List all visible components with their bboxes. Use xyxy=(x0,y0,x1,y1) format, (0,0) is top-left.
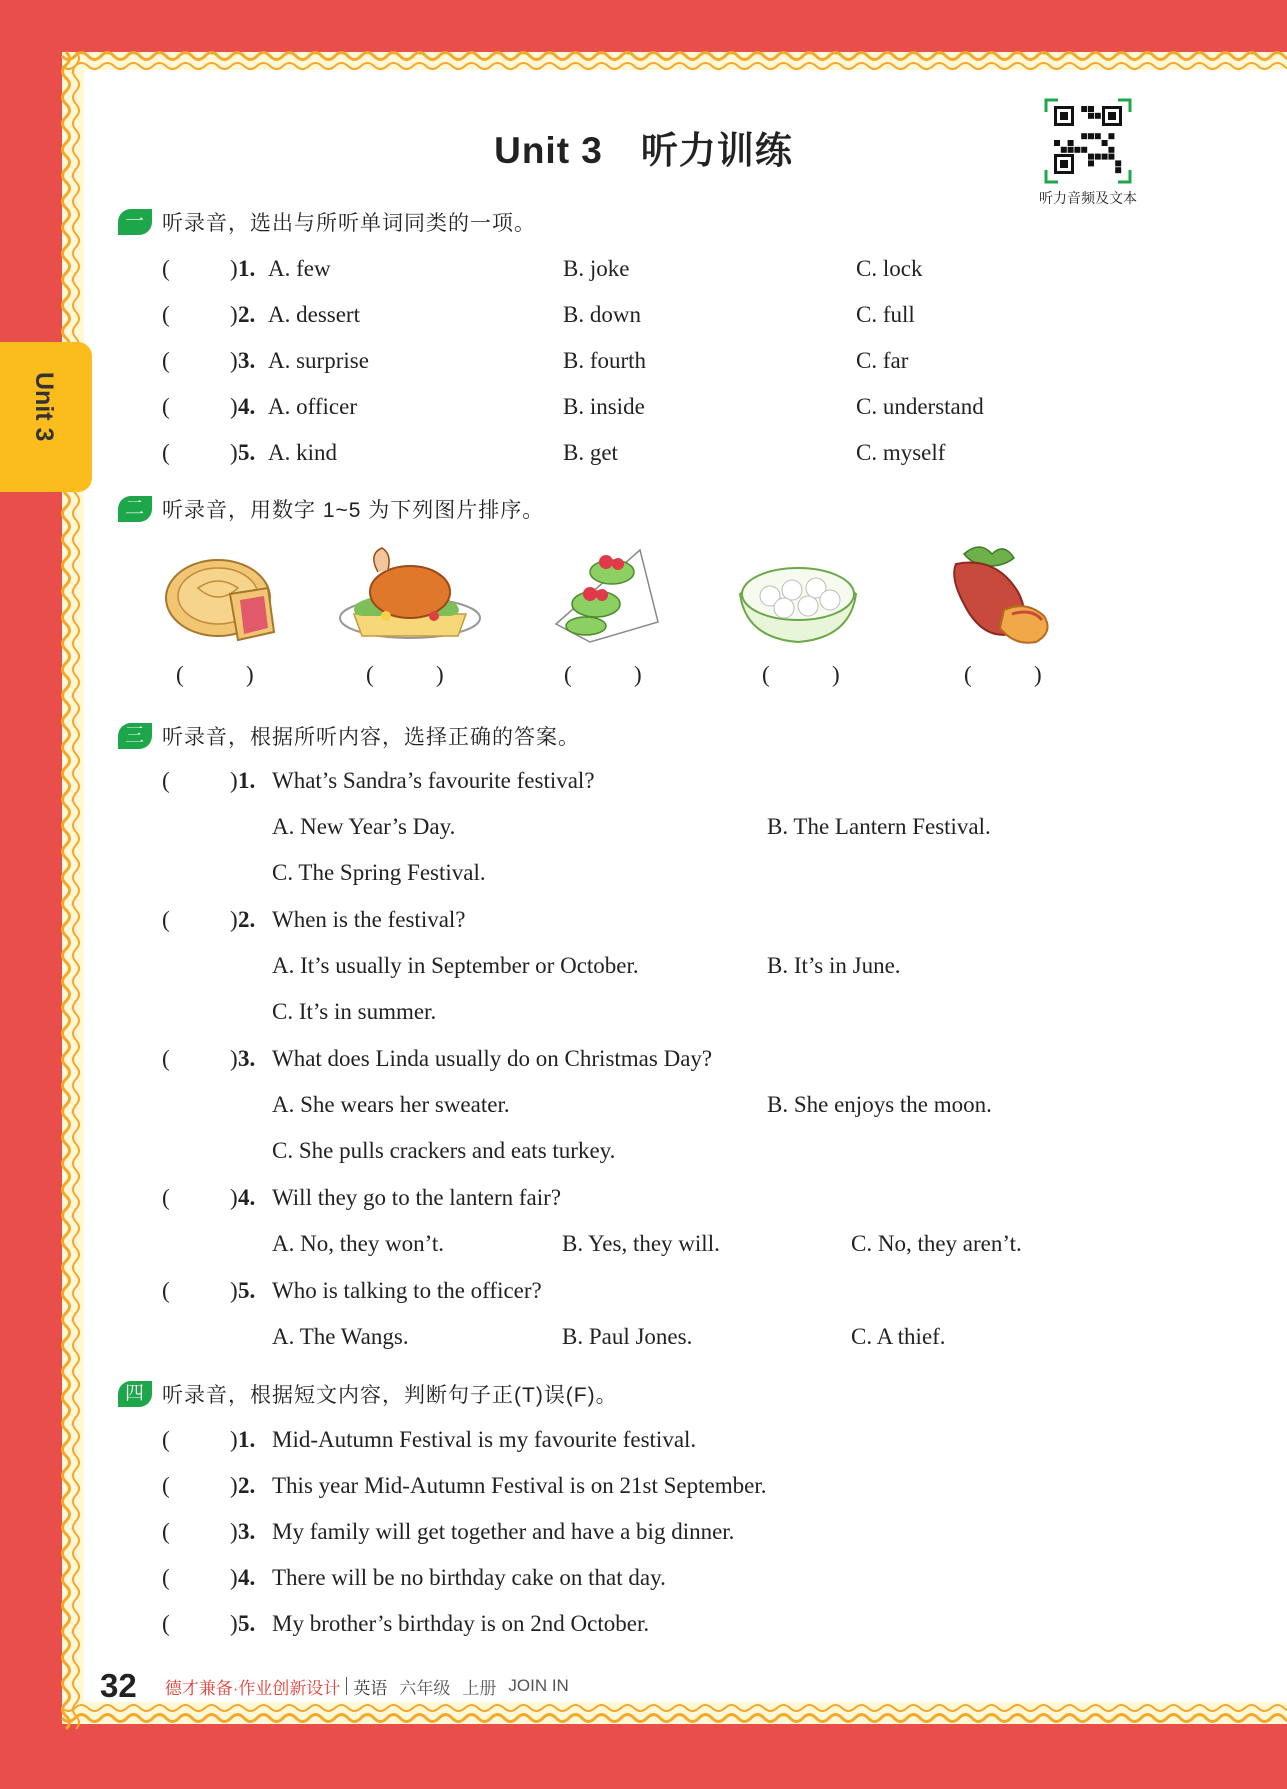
image-answer-blank-close[interactable]: ) xyxy=(1034,662,1042,687)
question-number: 3. xyxy=(238,1519,256,1544)
page-title: Unit 3 听力训练 xyxy=(494,130,793,171)
statement-text: There will be no birthday cake on that day. xyxy=(272,1565,666,1590)
option-c: C. The Spring Festival. xyxy=(272,860,486,885)
option-b: B. Yes, they will. xyxy=(562,1231,720,1256)
option-b: B. She enjoys the moon. xyxy=(767,1092,992,1117)
answer-blank-open[interactable]: ( xyxy=(162,1185,170,1210)
answer-blank-open[interactable]: ( xyxy=(162,768,170,793)
section-badge: 三 xyxy=(118,723,152,749)
image-answer-blank-open[interactable]: ( xyxy=(564,662,572,687)
option-a: A. dessert xyxy=(268,302,360,327)
statement-text: This year Mid-Autumn Festival is on 21st September. xyxy=(272,1473,767,1498)
option-c: C. understand xyxy=(856,394,984,419)
section-instruction: 听录音，根据所听内容，选择正确的答案。 xyxy=(162,726,580,749)
statement-text: Mid-Autumn Festival is my favourite festival. xyxy=(272,1427,697,1452)
section-badge: 二 xyxy=(118,496,152,522)
section-instruction: 听录音，根据短文内容，判断句子正(T)误(F)。 xyxy=(162,1384,618,1407)
section-instruction: 听录音，选出与所听单词同类的一项。 xyxy=(162,212,536,235)
question-number: 2. xyxy=(238,302,256,327)
unit-side-tab-label: Unit 3 xyxy=(30,372,58,442)
page-footer xyxy=(100,1668,569,1704)
option-c: C. myself xyxy=(856,440,946,465)
image-answer-blank-open[interactable]: ( xyxy=(176,662,184,687)
image-answer-blank-close[interactable]: ) xyxy=(634,662,642,687)
image-answer-blank-close[interactable]: ) xyxy=(246,662,254,687)
option-a: A. It’s usually in September or October. xyxy=(272,953,639,978)
answer-blank-close[interactable]: ) xyxy=(230,1611,238,1636)
option-c: C. full xyxy=(856,302,915,327)
option-c: C. She pulls crackers and eats turkey. xyxy=(272,1138,616,1163)
option-b: B. It’s in June. xyxy=(767,953,901,978)
qr-code[interactable] xyxy=(1044,98,1132,184)
answer-blank-close[interactable]: ) xyxy=(230,348,238,373)
answer-blank-close[interactable]: ) xyxy=(230,768,238,793)
question-number: 1. xyxy=(238,1427,256,1452)
answer-blank-close[interactable]: ) xyxy=(230,256,238,281)
option-a: A. The Wangs. xyxy=(272,1324,409,1349)
question-text: Will they go to the lantern fair? xyxy=(272,1185,562,1210)
qr-label: 听力音频及文本 xyxy=(1039,190,1137,206)
question-number: 4. xyxy=(238,394,256,419)
unit-side-tab xyxy=(0,342,92,492)
section-4-header xyxy=(118,1379,618,1409)
footer-grade: 六年级 xyxy=(399,1678,451,1698)
answer-blank-open[interactable]: ( xyxy=(162,1427,170,1452)
question-number: 5. xyxy=(238,440,256,465)
answer-blank-close[interactable]: ) xyxy=(230,1519,238,1544)
answer-blank-close[interactable]: ) xyxy=(230,1565,238,1590)
question-number: 4. xyxy=(238,1565,256,1590)
macaron-dessert-image xyxy=(550,542,662,646)
answer-blank-open[interactable]: ( xyxy=(162,440,170,465)
sweet-potato-image xyxy=(946,540,1058,648)
question-number: 3. xyxy=(238,1046,256,1071)
answer-blank-open[interactable]: ( xyxy=(162,1473,170,1498)
option-a: A. New Year’s Day. xyxy=(272,814,456,839)
answer-blank-open[interactable]: ( xyxy=(162,394,170,419)
footer-brand: 德才兼备·作业创新设计 xyxy=(164,1678,341,1698)
option-a: A. She wears her sweater. xyxy=(272,1092,510,1117)
image-answer-blank-open[interactable]: ( xyxy=(964,662,972,687)
answer-blank-close[interactable]: ) xyxy=(230,1278,238,1303)
answer-blank-close[interactable]: ) xyxy=(230,302,238,327)
statement-text: My family will get together and have a big dinner. xyxy=(272,1519,735,1544)
option-a: A. No, they won’t. xyxy=(272,1231,445,1256)
answer-blank-open[interactable]: ( xyxy=(162,1611,170,1636)
question-text: What’s Sandra’s favourite festival? xyxy=(272,768,595,793)
question-number: 2. xyxy=(238,1473,256,1498)
footer-divider xyxy=(346,1677,347,1695)
tangyuan-bowl-image xyxy=(736,550,860,646)
answer-blank-close[interactable]: ) xyxy=(230,1185,238,1210)
answer-blank-open[interactable]: ( xyxy=(162,907,170,932)
roast-turkey-image xyxy=(334,542,486,646)
answer-blank-open[interactable]: ( xyxy=(162,1046,170,1071)
question-number: 5. xyxy=(238,1278,256,1303)
mooncake-image xyxy=(158,548,284,648)
answer-blank-open[interactable]: ( xyxy=(162,256,170,281)
option-c: C. A thief. xyxy=(851,1324,946,1349)
question-number: 5. xyxy=(238,1611,256,1636)
answer-blank-close[interactable]: ) xyxy=(230,1473,238,1498)
footer-series: JOIN IN xyxy=(508,1676,569,1695)
section-badge: 一 xyxy=(118,209,152,235)
section-2-header xyxy=(118,494,544,524)
section-1-header xyxy=(118,207,536,237)
question-number: 4. xyxy=(238,1185,256,1210)
option-a: A. surprise xyxy=(268,348,369,373)
question-text: Who is talking to the officer? xyxy=(272,1278,542,1303)
option-c: C. No, they aren’t. xyxy=(851,1231,1022,1256)
option-a: A. kind xyxy=(268,440,337,465)
page-number: 32 xyxy=(100,1667,137,1704)
option-c: C. lock xyxy=(856,256,923,281)
option-b: B. down xyxy=(563,302,641,327)
answer-blank-close[interactable]: ) xyxy=(230,1427,238,1452)
option-c: C. It’s in summer. xyxy=(272,999,437,1024)
option-a: A. officer xyxy=(268,394,357,419)
image-answer-blank-open[interactable]: ( xyxy=(366,662,374,687)
worksheet-paper xyxy=(84,70,1287,1702)
option-c: C. far xyxy=(856,348,909,373)
footer-term: 上册 xyxy=(462,1678,497,1698)
question-text: What does Linda usually do on Christmas Day? xyxy=(272,1046,713,1071)
image-answer-blank-close[interactable]: ) xyxy=(832,662,840,687)
option-b: B. fourth xyxy=(563,348,647,373)
option-b: B. joke xyxy=(563,256,630,281)
section-3-header xyxy=(118,721,580,751)
section-instruction: 听录音，用数字 1~5 为下列图片排序。 xyxy=(162,499,545,522)
answer-blank-close[interactable]: ) xyxy=(230,907,238,932)
option-b: B. get xyxy=(563,440,618,465)
question-number: 2. xyxy=(238,907,256,932)
answer-blank-close[interactable]: ) xyxy=(230,440,238,465)
footer-subject: 英语 xyxy=(353,1678,388,1698)
question-number: 3. xyxy=(238,348,256,373)
section-badge: 四 xyxy=(118,1381,152,1407)
answer-blank-open[interactable]: ( xyxy=(162,1278,170,1303)
answer-blank-close[interactable]: ) xyxy=(230,394,238,419)
option-b: B. The Lantern Festival. xyxy=(767,814,991,839)
option-a: A. few xyxy=(268,256,331,281)
answer-blank-open[interactable]: ( xyxy=(162,1519,170,1544)
answer-blank-close[interactable]: ) xyxy=(230,1046,238,1071)
option-b: B. Paul Jones. xyxy=(562,1324,693,1349)
question-number: 1. xyxy=(238,768,256,793)
question-number: 1. xyxy=(238,256,256,281)
answer-blank-open[interactable]: ( xyxy=(162,348,170,373)
image-answer-blank-close[interactable]: ) xyxy=(436,662,444,687)
question-text: When is the festival? xyxy=(272,907,466,932)
option-b: B. inside xyxy=(563,394,645,419)
answer-blank-open[interactable]: ( xyxy=(162,302,170,327)
answer-blank-open[interactable]: ( xyxy=(162,1565,170,1590)
statement-text: My brother’s birthday is on 2nd October. xyxy=(272,1611,650,1636)
image-answer-blank-open[interactable]: ( xyxy=(762,662,770,687)
